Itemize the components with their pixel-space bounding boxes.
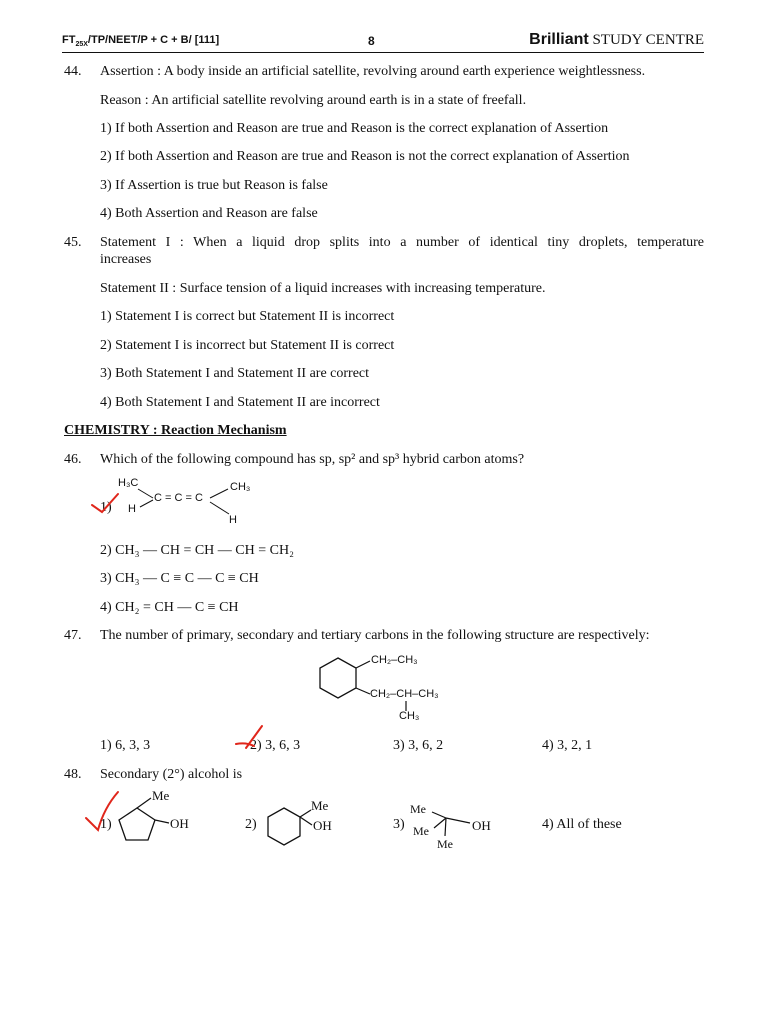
section-heading: CHEMISTRY : Reaction Mechanism <box>64 423 287 438</box>
q47-number: 47. <box>64 628 82 643</box>
q48-option1-me: Me <box>152 788 170 803</box>
q48-option-4: 4) All of these <box>542 817 622 832</box>
q48-option3-me-bottom: Me <box>437 837 453 851</box>
q47-branch: CH₃ <box>399 710 420 722</box>
q48-option3-me-left: Me <box>413 824 429 838</box>
q46-allene-chain: C = C = C <box>154 492 203 504</box>
q44-number: 44. <box>64 64 82 79</box>
q45-option-3: 3) Both Statement I and Statement II are correct <box>100 366 370 381</box>
q46-option-2: 2) CH₃ — CH = CH — CH = CH₂ <box>100 543 294 558</box>
q47-top-chain: CH₂–CH₃ <box>371 654 418 666</box>
q48-option2-label: 2) <box>245 817 257 832</box>
q48-option3-label: 3) <box>393 817 405 832</box>
q46-question: Which of the following compound has sp, sp² and sp³ hybrid carbon atoms? <box>100 452 525 467</box>
q46-option-4: 4) CH₂ = CH — C ≡ CH <box>100 600 239 615</box>
brand-rest: STUDY CENTRE <box>588 32 704 48</box>
q45-option-4: 4) Both Statement I and Statement II are incorrect <box>100 395 380 410</box>
q48-option1-oh: OH <box>170 816 189 831</box>
q46-h-left: H <box>128 503 136 515</box>
q44-option-4: 4) Both Assertion and Reason are false <box>100 206 318 221</box>
q48-question: Secondary (2°) alcohol is <box>100 767 243 782</box>
q48-option2-oh: OH <box>313 818 332 833</box>
exam-code-prefix: FT <box>62 34 76 46</box>
q48-option2-me: Me <box>311 798 329 813</box>
exam-code-suffix: /TP/NEET/P + C + B/ [111] <box>87 34 220 46</box>
q45-number: 45. <box>64 235 82 250</box>
brand-bold: Brilliant <box>529 31 589 48</box>
q44-option-2: 2) If both Assertion and Reason are true and Reason is not the correct explanation of Assertion <box>100 149 630 164</box>
q45-option-1: 1) Statement I is correct but Statement II is incorrect <box>100 309 395 324</box>
exam-code-subscript: 25X <box>75 41 88 49</box>
q47-option-3: 3) 3, 6, 2 <box>393 738 444 753</box>
q47-bottom-chain: CH₂–CH–CH₃ <box>370 688 439 700</box>
q44-reason: Reason : An artificial satellite revolving around earth is in a state of freefall. <box>100 93 527 108</box>
q44-assertion: Assertion : A body inside an artificial satellite, revolving around earth experience weightlessness. <box>100 64 646 79</box>
q45-statement1-line2: increases <box>100 252 152 267</box>
q47-question: The number of primary, secondary and tertiary carbons in the following structure are respectively: <box>100 628 650 643</box>
q46-option1-label: 1) <box>100 500 112 515</box>
q47-option-4: 4) 3, 2, 1 <box>542 738 593 753</box>
q44-option-1: 1) If both Assertion and Reason are true and Reason is the correct explanation of Assertion <box>100 121 609 136</box>
q48-option1-label: 1) <box>100 817 112 832</box>
q46-h-right: H <box>229 514 237 526</box>
q47-option-2: 2) 3, 6, 3 <box>250 738 301 753</box>
q47-option-1: 1) 6, 3, 3 <box>100 738 151 753</box>
q45-statement2: Statement II : Surface tension of a liquid increases with increasing temperature. <box>100 281 546 296</box>
q46-h3c: H₃C <box>118 477 139 489</box>
q45-statement1-line1: Statement I : When a liquid drop splits into a number of identical tiny droplets, temperature <box>100 235 704 250</box>
q48-number: 48. <box>64 767 82 782</box>
q46-ch3: CH₃ <box>230 481 251 493</box>
q48-option3-oh: OH <box>472 818 491 833</box>
q46-number: 46. <box>64 452 82 467</box>
q48-option3-me-top: Me <box>410 802 426 816</box>
page-number: 8 <box>368 34 375 48</box>
q46-option-3: 3) CH₃ — C ≡ C — C ≡ CH <box>100 571 259 586</box>
q44-option-3: 3) If Assertion is true but Reason is false <box>100 178 328 193</box>
q45-option-2: 2) Statement I is incorrect but Statement II is correct <box>100 338 395 353</box>
